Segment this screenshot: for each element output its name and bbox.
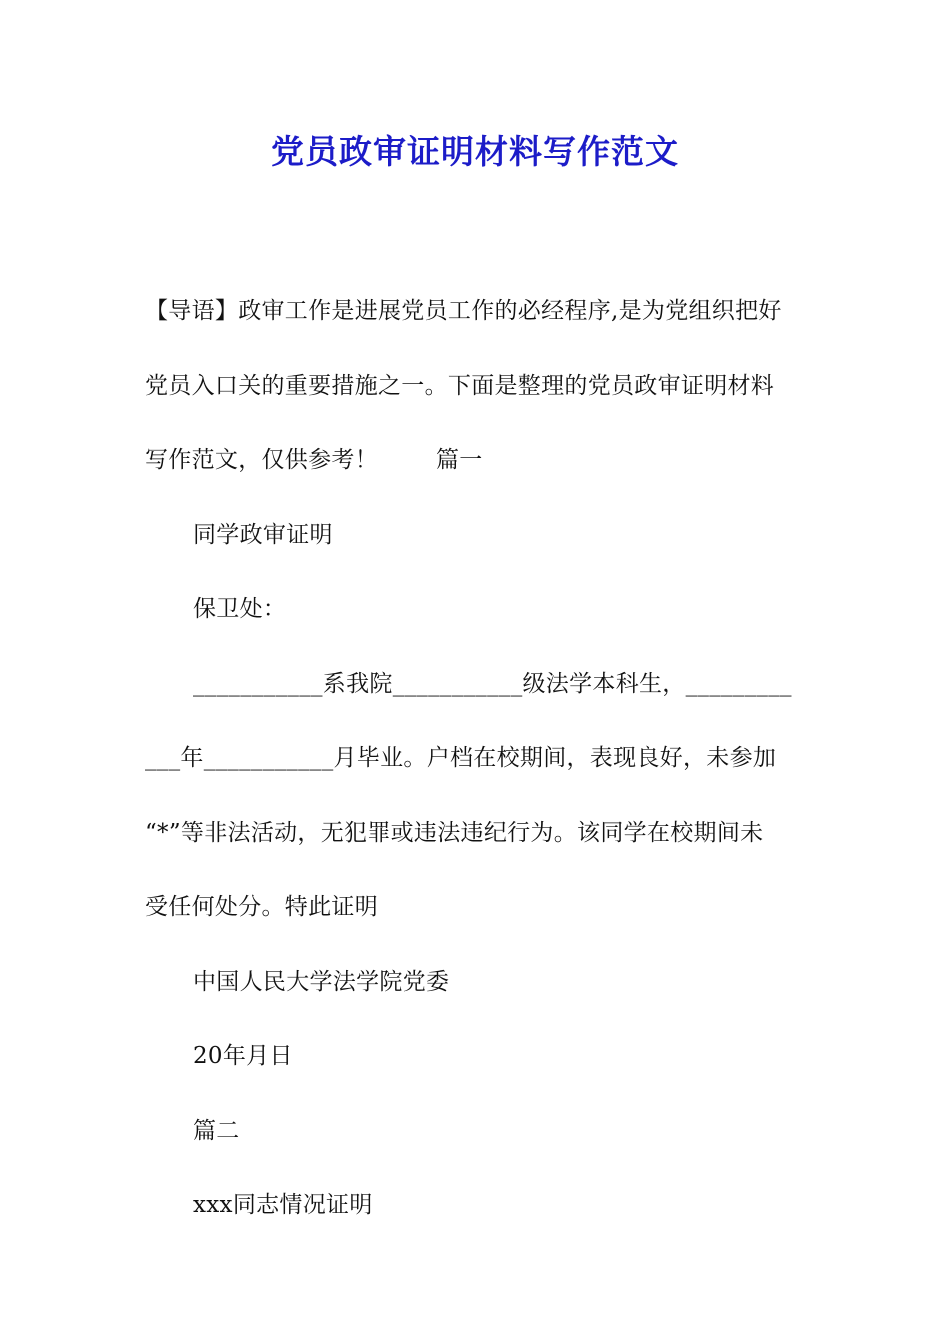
intro-paragraph-line-1: 【导语】政审工作是进展党员工作的必经程序,是为党组织把好: [145, 298, 782, 324]
certificate-2-heading: xxx同志情况证明: [193, 1192, 373, 1218]
document-body: [145, 274, 810, 1243]
certificate-date: 20年月日: [193, 1043, 293, 1069]
intro-paragraph-line-2: 党员入口关的重要措施之一。下面是整理的党员政审证明材料: [145, 372, 775, 399]
certificate-signature: 中国人民大学法学院党委: [193, 968, 450, 995]
certificate-addressee: 保卫处：: [193, 596, 287, 622]
certificate-body-line-4: 受任何处分。特此证明: [145, 894, 378, 920]
section-label-1: 篇一: [436, 447, 483, 473]
section-label-2: 篇二: [193, 1117, 240, 1144]
certificate-body-line-3: “*”等非法活动，无犯罪或违法违纪行为。该同学在校期间未: [145, 819, 764, 846]
certificate-heading: 同学政审证明: [193, 521, 333, 548]
certificate-body-line-1: ___________系我院___________级法学本科生，_________: [193, 670, 792, 697]
intro-paragraph-line-3: [145, 423, 810, 498]
certificate-body-line-2: ___年___________月毕业。户档在校期间，表现良好，未参加: [145, 745, 777, 771]
intro-closing-text: 写作范文，仅供参考！: [145, 447, 378, 473]
document-title: 党员政审证明材料写作范文: [271, 132, 679, 171]
